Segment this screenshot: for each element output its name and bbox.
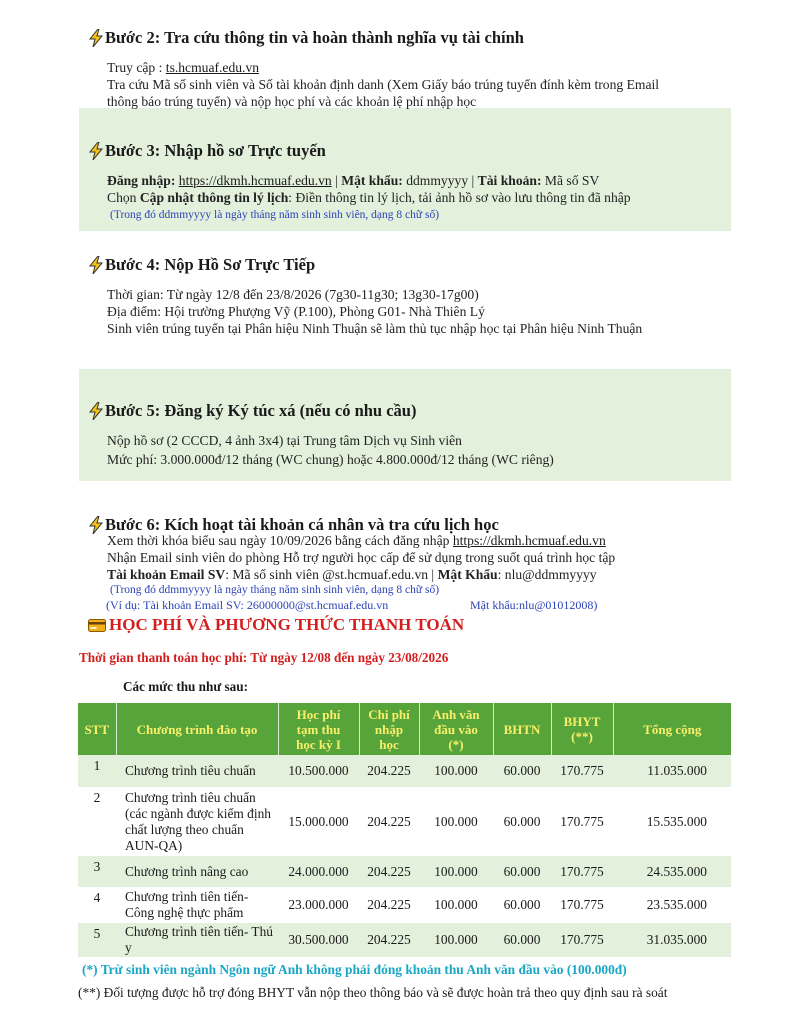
step3-note: (Trong đó ddmmyyyy là ngày tháng năm sinh sinh viên, dạng 8 chữ số) [110,209,440,221]
row-tuition: 15.000.000 [288,813,349,829]
step3-login-label: Đăng nhập: [107,173,179,188]
step2-title-text: Bước 2: Tra cứu thông tin và hoàn thành nghĩa vụ tài chính [105,28,524,47]
table-row [78,923,731,957]
row-tuition: 10.500.000 [278,755,359,787]
row-bhtn: 60.000 [493,923,551,957]
credit-card-icon [88,619,106,632]
col-english-l1: Anh văn [432,706,480,722]
step6-email-password-value: : nlu@ddmmyyyy [497,567,597,582]
row-stt: 2 [93,790,101,805]
step5-docs: Nộp hồ sơ (2 CCCD, 4 ảnh 3x4) tại Trung tâm Dịch vụ Sinh viên [107,433,462,448]
row-misc: 204.225 [359,856,419,887]
col-english-l2: đầu vào [434,721,478,737]
step4-title [88,255,315,275]
step3-title-text: Bước 3: Nhập hồ sơ Trực tuyến [105,141,326,160]
step2-access [107,59,259,76]
step2-access-label: Truy cập : [107,60,166,75]
row-tuition: 24.000.000 [278,856,359,887]
fee-table [78,703,731,957]
row-bhyt: 170.775 [560,813,604,829]
step6-schedule-link[interactable]: https://dkmh.hcmuaf.edu.vn [452,533,606,548]
row-misc: 204.225 [359,923,419,957]
step2-desc-line2: thông báo trúng tuyển) và nộp học phí và các khoản lệ phí nhập học [107,94,477,109]
row-stt: 3 [78,856,116,887]
col-tuition-l2: tạm thu [296,721,341,737]
table-row [78,787,731,856]
step6-schedule [107,532,606,549]
row-english: 100.000 [419,923,493,957]
step6-title-text: Bước 6: Kích hoạt tài khoản cá nhân và tra cứu lịch học [105,515,499,534]
col-tuition [278,703,359,755]
col-total: Tổng cộng [613,703,731,755]
col-bhtn: BHTN [493,703,551,755]
row-english: 100.000 [434,897,478,912]
lightning-icon [88,256,104,274]
step3-title [88,141,326,161]
row-bhtn: 60.000 [503,897,541,912]
step3-password-label: Mật khẩu: [341,173,403,188]
step3-choose-bold: Cập nhật thông tin lý lịch [139,190,289,205]
col-misc-l1: Chi phí [368,706,410,722]
row-program: Chương trình tiên tiến- Công nghệ thực phẩm [125,889,249,920]
row-bhyt: 170.775 [551,856,613,887]
step4-time: Thời gian: Từ ngày 12/8 đến 23/8/2026 (7g30-11g30; 13g30-17g00) [107,287,479,302]
row-program: Chương trình tiêu chuẩn (các ngành được kiểm định chất lượng theo chuẩn AUN-QA) [125,789,271,853]
row-program: Chương trình tiên tiến- Thú y [116,923,278,957]
step3-choose-line [107,189,631,206]
step6-email-account-value: : Mã số sinh viên @st.hcmuaf.edu.vn | [225,567,438,582]
step4-title-text: Bước 4: Nộp Hồ Sơ Trực Tiếp [105,255,316,274]
footnote-bhyt: (**) Đối tượng được hỗ trợ đóng BHYT vẫn nộp theo thông báo và sẽ được hoàn trả theo quy định sau rà soát [78,985,668,1000]
row-misc: 204.225 [367,813,411,829]
col-tuition-l1: Học phí [296,706,341,722]
lightning-icon [88,402,104,420]
row-total: 11.035.000 [613,755,731,787]
row-total: 23.535.000 [646,897,707,912]
step6-email-password-label: Mật Khẩu [437,567,498,582]
col-misc-l2: nhập [374,721,404,737]
fee-table-header [78,703,731,755]
step2-desc-line1: Tra cứu Mã số sinh viên và Số tài khoản định danh (Xem Giấy báo trúng tuyển đính kèm trong Email [107,77,660,92]
step3-account-label: Tài khoản: [477,173,542,188]
table-row [78,887,731,923]
row-total: 31.035.000 [613,923,731,957]
row-stt: 1 [78,755,116,787]
step3-account-value: Mã số SV [541,173,600,188]
col-misc [359,703,419,755]
row-tuition: 30.500.000 [278,923,359,957]
step6-email-account [107,566,597,583]
row-bhyt: 170.775 [551,923,613,957]
step6-note: (Trong đó ddmmyyyy là ngày tháng năm sinh sinh viên, dạng 8 chữ số) [110,584,440,596]
payment-time: Thời gian thanh toán học phí: Từ ngày 12/08 đến ngày 23/08/2026 [79,650,449,665]
row-english: 100.000 [434,813,478,829]
lightning-icon [88,29,104,47]
lightning-icon [88,142,104,160]
levels-label: Các mức thu như sau: [123,679,249,694]
row-misc: 204.225 [367,897,411,912]
row-english: 100.000 [419,856,493,887]
row-english: 100.000 [419,755,493,787]
step3-sep2: | [471,173,478,188]
row-stt: 5 [78,923,116,957]
lightning-icon [88,516,104,534]
step6-email-account-label: Tài khoản Email SV [107,567,226,582]
step3-password-value: ddmmyyyy [402,173,472,188]
col-english-l3: (*) [448,736,464,752]
step2-access-link[interactable]: ts.hcmuaf.edu.vn [165,60,260,75]
row-stt: 4 [93,890,101,905]
step3-sep1: | [331,173,342,188]
row-bhyt: 170.775 [560,897,604,912]
row-program: Chương trình nâng cao [116,856,278,887]
step5-title-text: Bước 5: Đăng ký Ký túc xá (nếu có nhu cầu) [105,401,417,420]
step5-fee: Mức phí: 3.000.000đ/12 tháng (WC chung) hoặc 4.800.000đ/12 tháng (WC riêng) [107,452,554,467]
col-bhyt-l2: (**) [571,729,593,744]
fees-heading [88,615,464,635]
row-total: 15.535.000 [646,813,707,829]
step4-ninhthuan: Sinh viên trúng tuyển tại Phân hiệu Ninh Thuận sẽ làm thủ tục nhập học tại Phân hiệu Ninh Thuận [107,321,643,336]
col-tuition-l3: học kỳ I [296,736,341,752]
row-bhyt: 170.775 [551,755,613,787]
col-bhyt [551,703,613,755]
row-tuition: 23.000.000 [288,897,349,912]
col-misc-l3: học [379,736,399,752]
col-stt: STT [78,703,116,755]
step3-login-link[interactable]: https://dkmh.hcmuaf.edu.vn [178,173,332,188]
row-bhtn: 60.000 [493,755,551,787]
row-bhtn: 60.000 [493,856,551,887]
col-bhyt-l1: BHYT [563,714,601,729]
row-misc: 204.225 [359,755,419,787]
row-program: Chương trình tiêu chuẩn [116,755,278,787]
row-bhtn: 60.000 [503,813,541,829]
step6-schedule-text: Xem thời khóa biểu sau ngày 10/09/2026 bằng cách đăng nhập [107,533,453,548]
table-row [78,755,731,787]
step6-email-info: Nhận Email sinh viên do phòng Hỗ trợ người học cấp để sử dụng trong suốt quá trình học tập [107,550,616,565]
col-program: Chương trình đào tạo [116,703,278,755]
step4-place: Địa điểm: Hội trường Phượng Vỹ (P.100), Phòng G01- Nhà Thiên Lý [107,304,485,319]
fees-heading-text: HỌC PHÍ VÀ PHƯƠNG THỨC THANH TOÁN [109,615,465,634]
step2-title [88,28,524,48]
col-english [419,703,493,755]
step3-choose-rest: : Điền thông tin lý lịch, tải ảnh hồ sơ vào lưu thông tin đã nhập [288,190,631,205]
step6-example-password: Mật khẩu:nlu@01012008) [470,598,598,612]
step3-choose-prefix: Chọn [107,190,140,205]
table-row [78,856,731,887]
step6-example-account: (Ví dụ: Tài khoản Email SV: 26000000@st.hcmuaf.edu.vn [106,598,389,612]
footnote-english: (*) Trừ sinh viên ngành Ngôn ngữ Anh không phải đóng khoản thu Anh văn đầu vào (100.000đ) [82,962,627,977]
step5-title [88,401,416,421]
row-total: 24.535.000 [613,856,731,887]
step3-login-line [107,172,599,189]
